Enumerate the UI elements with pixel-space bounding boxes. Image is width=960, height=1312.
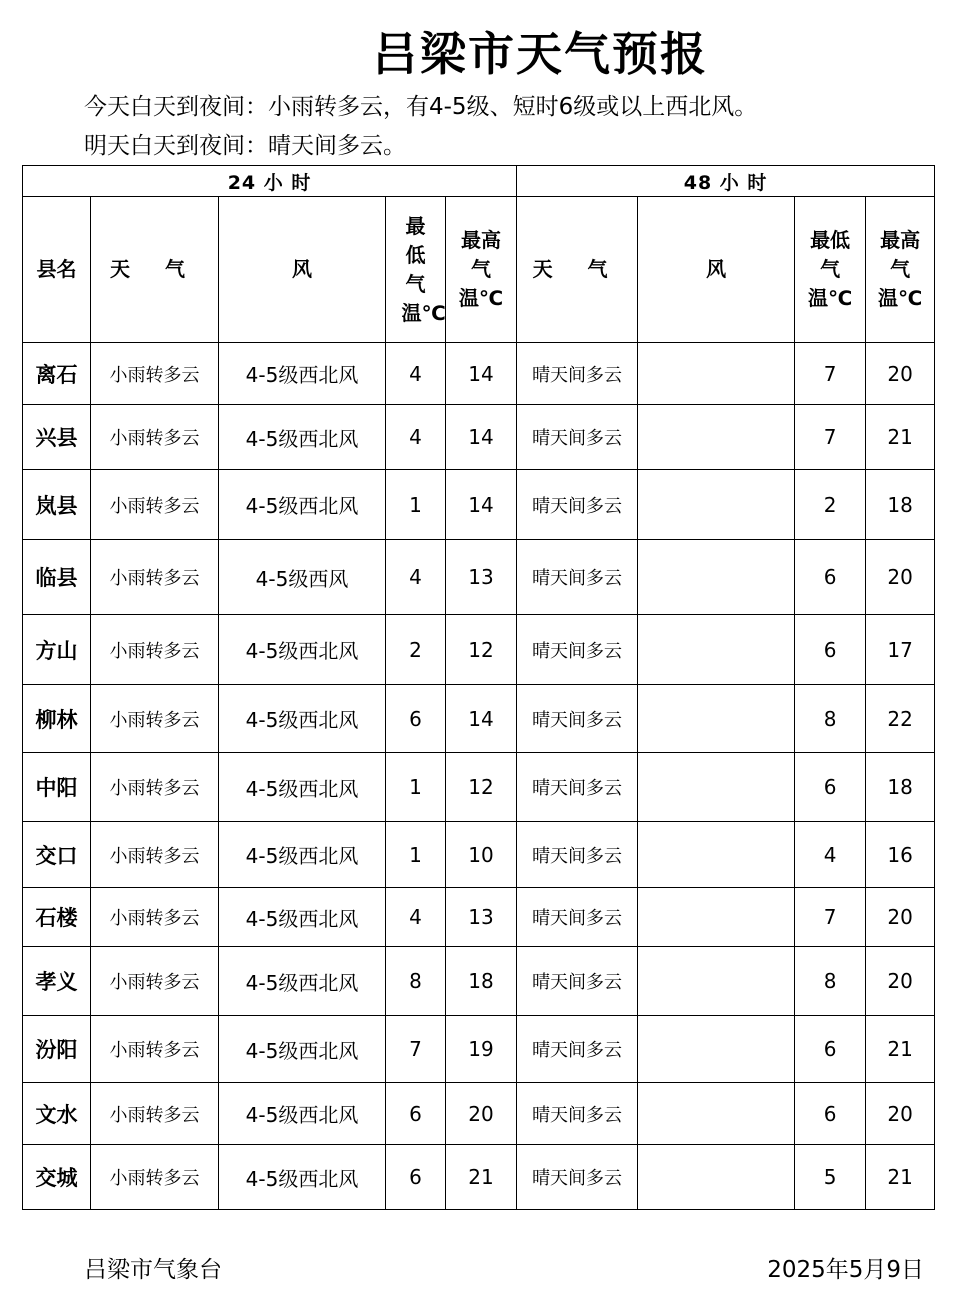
table-row [23, 470, 935, 540]
county-cell: 文水 [23, 1083, 91, 1145]
max-temp-24h-cell: 14 [446, 405, 517, 470]
weather-24h-cell: 小雨转多云 [91, 470, 219, 540]
county-cell: 兴县 [23, 405, 91, 470]
min-temp-48h-cell: 8 [795, 685, 866, 753]
min-temp-24h-cell: 1 [386, 470, 446, 540]
table-row [23, 822, 935, 888]
max-temp-24h-header [446, 197, 517, 343]
max-temp-24h-cell: 13 [446, 888, 517, 947]
wind-48h-cell [638, 888, 795, 947]
min-temp-48h-header [795, 197, 866, 343]
weather-24h-cell: 小雨转多云 [91, 615, 219, 685]
weather-24h-cell: 小雨转多云 [91, 947, 219, 1016]
max-temp-24h-cell: 13 [446, 540, 517, 615]
min-temp-48h-cell: 7 [795, 888, 866, 947]
weather-24h-cell: 小雨转多云 [91, 753, 219, 822]
wind-24h-cell: 4-5级西北风 [219, 1083, 386, 1145]
max-temp-48h-cell: 20 [866, 343, 935, 405]
county-cell: 临县 [23, 540, 91, 615]
weather-24h-cell: 小雨转多云 [91, 1083, 219, 1145]
wind-24h-cell: 4-5级西风 [219, 540, 386, 615]
wind-48h-cell [638, 540, 795, 615]
max-temp-24h-cell: 14 [446, 343, 517, 405]
max-temp-48h-cell: 20 [866, 540, 935, 615]
table-row [23, 615, 935, 685]
weather-48h-cell: 晴天间多云 [517, 1083, 638, 1145]
weather-48h-cell: 晴天间多云 [517, 1145, 638, 1210]
wind-48h-cell [638, 615, 795, 685]
wind-48h-cell [638, 1083, 795, 1145]
wind-24h-cell: 4-5级西北风 [219, 343, 386, 405]
weather-48h-cell: 晴天间多云 [517, 753, 638, 822]
min-temp-24h-cell: 4 [386, 888, 446, 947]
summary-today: 今天白天到夜间：小雨转多云，有4-5级、短时6级或以上西北风。 [84, 94, 758, 120]
county-header: 县名 [23, 197, 91, 343]
wind-24h-cell: 4-5级西北风 [219, 1016, 386, 1083]
wind-48h-cell [638, 822, 795, 888]
group-header-row [23, 166, 935, 197]
max-temp-24h-cell: 21 [446, 1145, 517, 1210]
column-header-row [23, 197, 935, 343]
weather-48h-cell: 晴天间多云 [517, 888, 638, 947]
min-temp-24h-header [386, 197, 446, 343]
max-temp-24h-label: 最高气温℃ [458, 228, 504, 310]
min-temp-24h-cell: 2 [386, 615, 446, 685]
max-temp-24h-cell: 12 [446, 615, 517, 685]
summary-tomorrow: 明天白天到夜间：晴天间多云。 [84, 133, 406, 159]
max-temp-48h-cell: 17 [866, 615, 935, 685]
min-temp-48h-cell: 7 [795, 343, 866, 405]
max-temp-24h-cell: 12 [446, 753, 517, 822]
county-cell: 离石 [23, 343, 91, 405]
weather-48h-cell: 晴天间多云 [517, 540, 638, 615]
weather-48h-cell: 晴天间多云 [517, 822, 638, 888]
max-temp-24h-cell: 10 [446, 822, 517, 888]
county-cell: 石楼 [23, 888, 91, 947]
max-temp-48h-cell: 20 [866, 947, 935, 1016]
weather-24h-cell: 小雨转多云 [91, 822, 219, 888]
min-temp-24h-cell: 4 [386, 343, 446, 405]
min-temp-24h-cell: 6 [386, 685, 446, 753]
weather-24h-cell: 小雨转多云 [91, 405, 219, 470]
max-temp-48h-cell: 16 [866, 822, 935, 888]
weather-24h-cell: 小雨转多云 [91, 685, 219, 753]
table-row [23, 753, 935, 822]
weather-48h-cell: 晴天间多云 [517, 1016, 638, 1083]
min-temp-48h-cell: 5 [795, 1145, 866, 1210]
forecast-table [22, 165, 935, 1210]
page-title: 吕梁市天气预报 [372, 27, 708, 81]
min-temp-24h-cell: 1 [386, 822, 446, 888]
table-row [23, 1083, 935, 1145]
county-cell: 孝义 [23, 947, 91, 1016]
table-row [23, 343, 935, 405]
min-temp-48h-cell: 6 [795, 615, 866, 685]
wind-24h-cell: 4-5级西北风 [219, 615, 386, 685]
wind-48h-cell [638, 343, 795, 405]
table-row [23, 1145, 935, 1210]
wind-48h-cell [638, 685, 795, 753]
min-temp-24h-cell: 4 [386, 540, 446, 615]
weather-48h-cell: 晴天间多云 [517, 947, 638, 1016]
max-temp-48h-cell: 21 [866, 1145, 935, 1210]
county-cell: 交口 [23, 822, 91, 888]
min-temp-48h-cell: 6 [795, 1016, 866, 1083]
table-row [23, 947, 935, 1016]
max-temp-48h-cell: 18 [866, 753, 935, 822]
weather-24h-cell: 小雨转多云 [91, 888, 219, 947]
wind-48h-cell [638, 1145, 795, 1210]
wind-24h-cell: 4-5级西北风 [219, 470, 386, 540]
wind-24h-cell: 4-5级西北风 [219, 753, 386, 822]
wind-48h-cell [638, 1016, 795, 1083]
table-row [23, 1016, 935, 1083]
min-temp-48h-cell: 8 [795, 947, 866, 1016]
wind-48h-cell [638, 470, 795, 540]
min-temp-24h-cell: 1 [386, 753, 446, 822]
weather-48h-cell: 晴天间多云 [517, 685, 638, 753]
table-row [23, 405, 935, 470]
max-temp-24h-cell: 19 [446, 1016, 517, 1083]
max-temp-48h-cell: 20 [866, 1083, 935, 1145]
max-temp-48h-cell: 18 [866, 470, 935, 540]
min-temp-24h-cell: 6 [386, 1145, 446, 1210]
county-cell: 交城 [23, 1145, 91, 1210]
wind-24h-cell: 4-5级西北风 [219, 888, 386, 947]
wind-48h-cell [638, 405, 795, 470]
min-temp-24h-cell: 6 [386, 1083, 446, 1145]
table-row [23, 685, 935, 753]
county-cell: 中阳 [23, 753, 91, 822]
table-row [23, 888, 935, 947]
group-24h-header: 24 小 时 [23, 166, 517, 197]
max-temp-24h-cell: 14 [446, 470, 517, 540]
weather-24h-cell: 小雨转多云 [91, 540, 219, 615]
max-temp-24h-cell: 18 [446, 947, 517, 1016]
min-temp-48h-cell: 6 [795, 753, 866, 822]
min-temp-24h-label: 最低气温℃ [401, 213, 446, 325]
max-temp-48h-header [866, 197, 935, 343]
weather-48h-header: 天 气 [517, 197, 638, 343]
weather-48h-cell: 晴天间多云 [517, 470, 638, 540]
weather-24h-header: 天 气 [91, 197, 219, 343]
max-temp-48h-cell: 22 [866, 685, 935, 753]
max-temp-48h-cell: 20 [866, 888, 935, 947]
wind-48h-cell [638, 753, 795, 822]
wind-48h-header: 风 [638, 197, 795, 343]
min-temp-48h-cell: 4 [795, 822, 866, 888]
issue-date: 2025年5月9日 [767, 1257, 924, 1283]
weather-48h-cell: 晴天间多云 [517, 343, 638, 405]
weather-24h-cell: 小雨转多云 [91, 343, 219, 405]
wind-24h-cell: 4-5级西北风 [219, 822, 386, 888]
weather-24h-cell: 小雨转多云 [91, 1145, 219, 1210]
weather-48h-cell: 晴天间多云 [517, 615, 638, 685]
wind-24h-cell: 4-5级西北风 [219, 947, 386, 1016]
min-temp-48h-cell: 6 [795, 540, 866, 615]
max-temp-24h-cell: 20 [446, 1083, 517, 1145]
wind-24h-header: 风 [219, 197, 386, 343]
wind-24h-cell: 4-5级西北风 [219, 685, 386, 753]
max-temp-48h-cell: 21 [866, 1016, 935, 1083]
min-temp-48h-cell: 2 [795, 470, 866, 540]
max-temp-24h-cell: 14 [446, 685, 517, 753]
max-temp-48h-label: 最高气温℃ [877, 228, 923, 310]
min-temp-48h-cell: 7 [795, 405, 866, 470]
group-48h-header: 48 小 时 [517, 166, 935, 197]
min-temp-24h-cell: 7 [386, 1016, 446, 1083]
wind-48h-cell [638, 947, 795, 1016]
county-cell: 汾阳 [23, 1016, 91, 1083]
min-temp-24h-cell: 8 [386, 947, 446, 1016]
wind-24h-cell: 4-5级西北风 [219, 1145, 386, 1210]
county-cell: 方山 [23, 615, 91, 685]
weather-48h-cell: 晴天间多云 [517, 405, 638, 470]
weather-24h-cell: 小雨转多云 [91, 1016, 219, 1083]
issuer-label: 吕梁市气象台 [84, 1257, 222, 1283]
county-cell: 岚县 [23, 470, 91, 540]
wind-24h-cell: 4-5级西北风 [219, 405, 386, 470]
max-temp-48h-cell: 21 [866, 405, 935, 470]
min-temp-48h-cell: 6 [795, 1083, 866, 1145]
min-temp-24h-cell: 4 [386, 405, 446, 470]
table-row [23, 540, 935, 615]
min-temp-48h-label: 最低气温℃ [807, 228, 853, 310]
county-cell: 柳林 [23, 685, 91, 753]
